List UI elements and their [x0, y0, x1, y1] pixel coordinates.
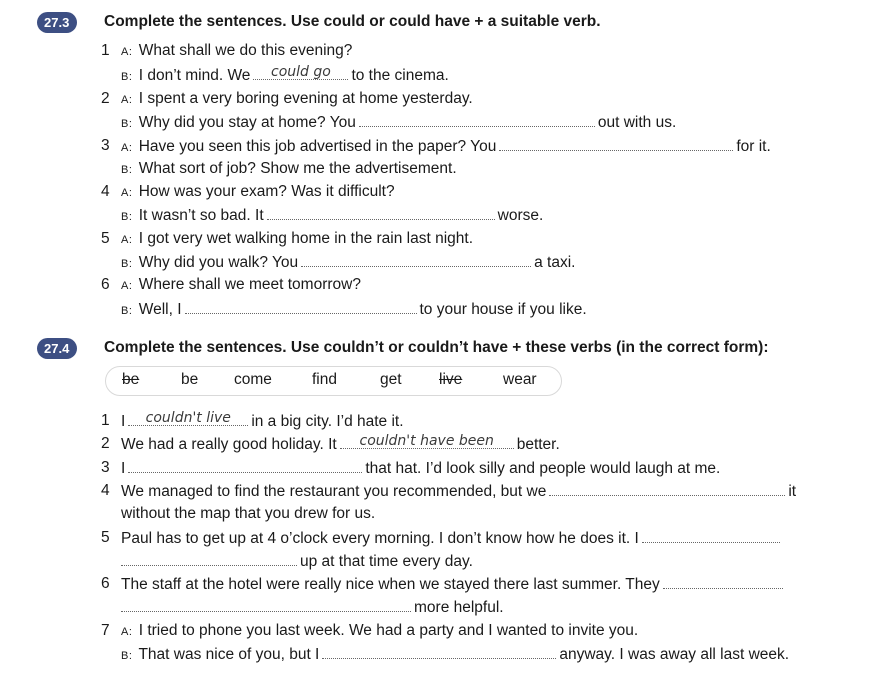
question-number: 1	[101, 42, 110, 59]
answer-blank	[121, 598, 411, 612]
dialogue-line-b: B: It wasn’t so bad. It worse.	[121, 207, 544, 224]
question-number: 4	[101, 183, 110, 200]
exercise-instruction: Complete the sentences. Use could or could have + a suitable verb.	[104, 13, 601, 30]
sentence-continuation: without the map that you drew for us.	[121, 505, 376, 522]
question-number: 7	[101, 622, 110, 639]
question-number: 5	[101, 230, 110, 247]
dialogue-line-a: A: What shall we do this evening?	[121, 42, 353, 59]
answer-blank	[267, 206, 495, 220]
answer-blank	[253, 66, 348, 80]
dialogue-line-b: B: That was nice of you, but I anyway. I was away all last week.	[121, 646, 790, 663]
question-number: 6	[101, 276, 110, 293]
exercise-instruction: Complete the sentences. Use couldn’t or couldn’t have + these verbs (in the correct form):	[104, 339, 769, 356]
dialogue-line-a: A: Where shall we meet tomorrow?	[121, 276, 361, 293]
dialogue-line-a: A: I spent a very boring evening at home yesterday.	[121, 90, 473, 107]
answer-blank	[663, 575, 783, 589]
question-number: 2	[101, 435, 110, 452]
word-box-item: wear	[503, 371, 537, 388]
dialogue-line-a: A: I tried to phone you last week. We had a party and I wanted to invite you.	[121, 622, 639, 639]
dialogue-line-b: B: Well, I to your house if you like.	[121, 301, 587, 318]
exercise-number-badge: 27.3	[37, 12, 77, 33]
sentence: Paul has to get up at 4 o’clock every morning. I don’t know how he does it. I	[121, 529, 783, 548]
word-box-item: come	[234, 371, 272, 388]
sentence: I couldn't live in a big city. I’d hate it.	[121, 410, 404, 430]
sentence-continuation: more helpful.	[121, 598, 504, 617]
dialogue-line-b: B: What sort of job? Show me the advertisement.	[121, 160, 457, 177]
word-box-item: find	[312, 371, 337, 388]
answer-blank	[121, 552, 297, 566]
word-box-item: be	[181, 371, 199, 388]
answer-blank	[359, 113, 595, 127]
dialogue-line-a: A: How was your exam? Was it difficult?	[121, 183, 395, 200]
dialogue-line-b: B: Why did you stay at home? You out with us.	[121, 114, 677, 131]
handwritten-answer: couldn't have been	[359, 433, 494, 449]
word-box-item: get	[380, 371, 402, 388]
question-number: 3	[101, 459, 110, 476]
answer-blank	[499, 137, 733, 151]
sentence: I that hat. I’d look silly and people would laugh at me.	[121, 460, 721, 477]
question-number: 6	[101, 575, 110, 592]
handwritten-answer: couldn't live	[145, 410, 231, 426]
answer-blank	[642, 529, 780, 543]
word-box-item-used: be	[122, 371, 140, 388]
dialogue-line-b: B: I don’t mind. We could go to the cinema.	[121, 64, 449, 84]
exercise-number-badge: 27.4	[37, 338, 77, 359]
answer-blank	[185, 300, 417, 314]
answer-blank	[549, 482, 785, 496]
question-number: 3	[101, 137, 110, 154]
dialogue-line-b: B: Why did you walk? You a taxi.	[121, 254, 576, 271]
question-number: 2	[101, 90, 110, 107]
question-number: 1	[101, 412, 110, 429]
sentence: We managed to find the restaurant you recommended, but we it	[121, 483, 797, 500]
answer-blank	[301, 253, 531, 267]
question-number: 5	[101, 529, 110, 546]
answer-blank	[128, 459, 362, 473]
answer-blank	[322, 645, 556, 659]
sentence: The staff at the hotel were really nice when we stayed there last summer. They	[121, 575, 786, 594]
sentence-continuation: up at that time every day.	[121, 552, 473, 571]
answer-blank	[340, 435, 514, 449]
word-box-item-used: live	[439, 371, 463, 388]
dialogue-line-a: A: Have you seen this job advertised in the paper? You for it.	[121, 138, 771, 155]
sentence: We had a really good holiday. It couldn't have been better.	[121, 433, 560, 453]
question-number: 4	[101, 482, 110, 499]
answer-blank	[128, 412, 248, 426]
handwritten-answer: could go	[271, 64, 331, 80]
dialogue-line-a: A: I got very wet walking home in the rain last night.	[121, 230, 473, 247]
